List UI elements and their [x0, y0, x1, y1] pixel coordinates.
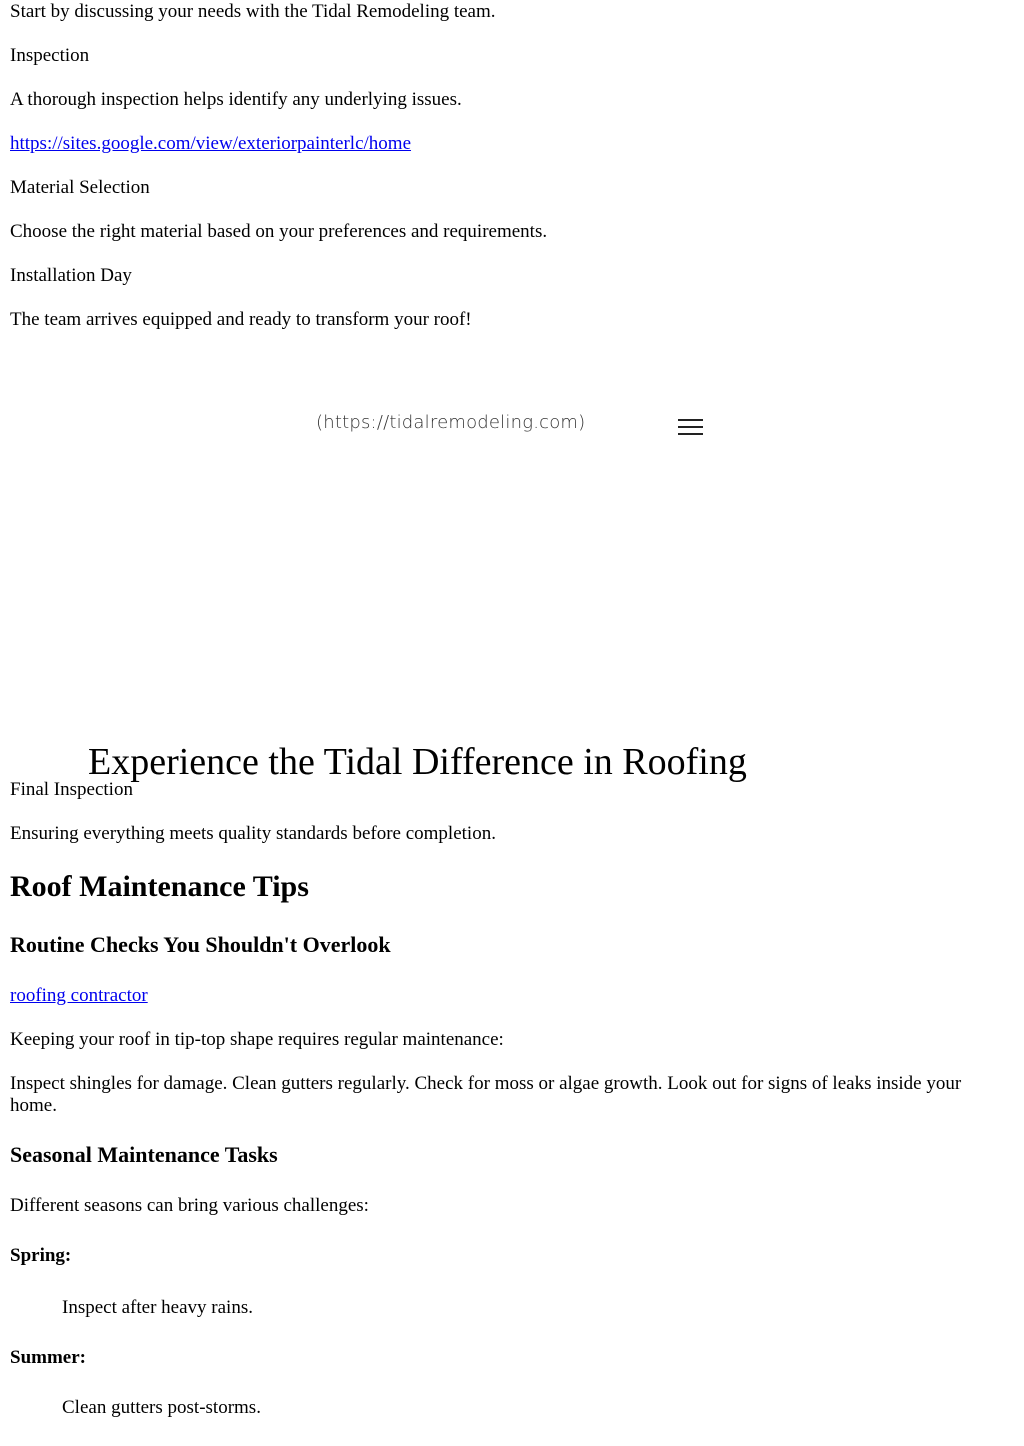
final-inspection-title: Final Inspection [10, 779, 133, 800]
maintenance-heading: Roof Maintenance Tips [10, 870, 309, 903]
roofing-contractor-link[interactable]: roofing contractor [10, 985, 148, 1006]
intro-text: Start by discussing your needs with the Tidal Remodeling team. [10, 1, 496, 22]
seasonal-intro: Different seasons can bring various challenges: [10, 1195, 369, 1216]
material-text: Choose the right material based on your preferences and requirements. [10, 221, 548, 242]
summer-label: Summer: [10, 1347, 86, 1368]
summer-text: Clean gutters post-storms. [62, 1397, 261, 1418]
maintenance-intro: Keeping your roof in tip-top shape requires regular maintenance: [10, 1029, 504, 1050]
maintenance-checks: Inspect shingles for damage. Clean gutters regularly. Check for moss or algae growth. Look out for signs of leaks inside your home. [10, 1073, 962, 1116]
embedded-site-url[interactable]: (https://tidalremodeling.com) [316, 412, 586, 433]
inspection-text: A thorough inspection helps identify any underlying issues. [10, 89, 462, 110]
exterior-painter-link[interactable]: https://sites.google.com/view/exteriorpainterlc/home [10, 133, 412, 154]
material-title: Material Selection [10, 177, 150, 198]
inspection-title: Inspection [10, 45, 90, 66]
spring-text: Inspect after heavy rains. [62, 1297, 253, 1318]
hamburger-menu-icon[interactable] [678, 417, 703, 437]
final-inspection-text: Ensuring everything meets quality standards before completion. [10, 823, 496, 844]
seasonal-heading: Seasonal Maintenance Tasks [10, 1142, 278, 1167]
clipped-hero-heading: Experience the Tidal Difference in Roofing [88, 741, 747, 783]
installation-title: Installation Day [10, 265, 132, 286]
installation-text: The team arrives equipped and ready to transform your roof! [10, 309, 472, 330]
routine-checks-heading: Routine Checks You Shouldn't Overlook [10, 932, 391, 957]
spring-label: Spring: [10, 1245, 72, 1266]
clipped-heading-region [0, 730, 1024, 783]
